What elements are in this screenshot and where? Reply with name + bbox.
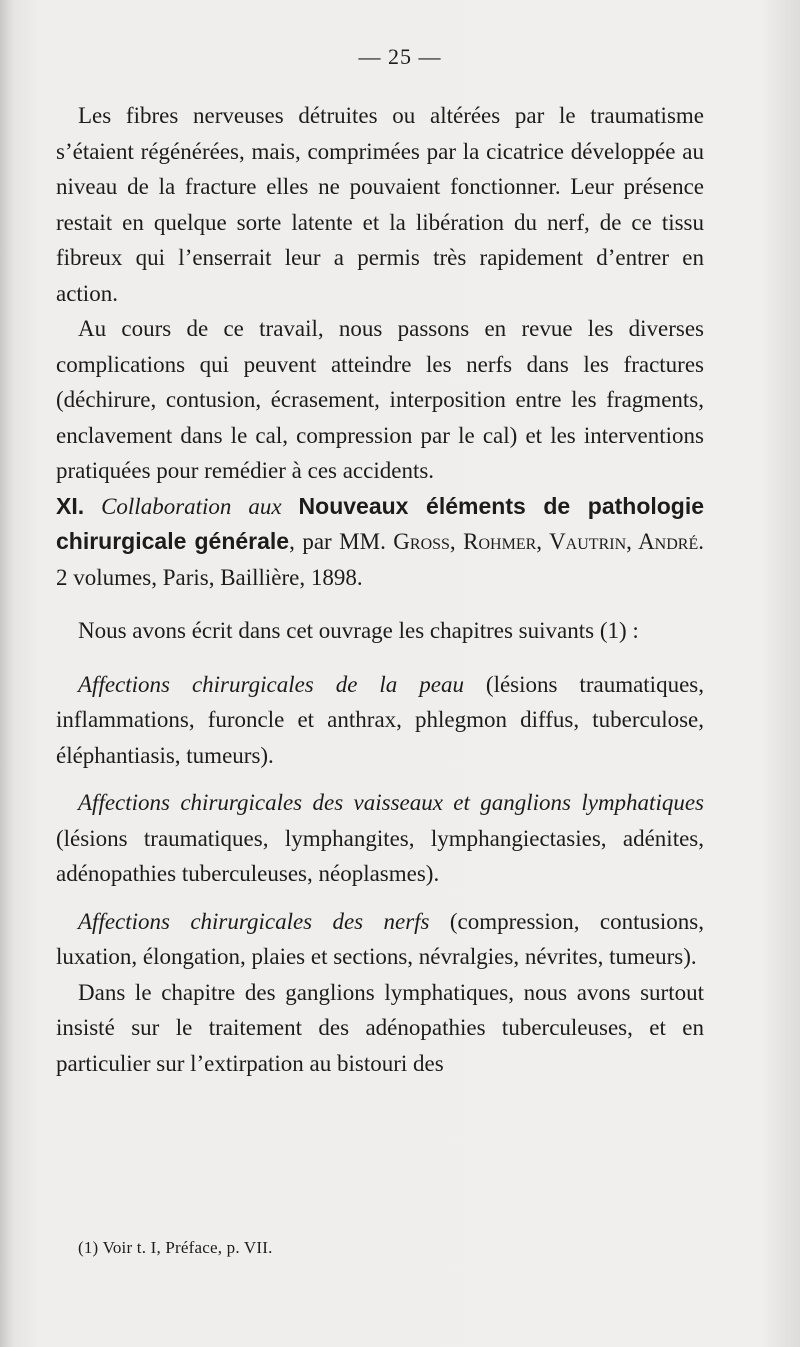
paragraph-ganglions: Dans le chapitre des ganglions lymphatiques, nous avons surtout insisté sur le traitement des adénopathies tuberculeuses, et en particulier sur l’extirpation au bistouri des <box>56 979 704 1076</box>
page-number: — 25 — <box>358 44 442 69</box>
section-authors: Gross, Rohmer, Vautrin, André. <box>393 529 704 554</box>
list-item <box>56 785 704 892</box>
section-heading <box>56 489 704 596</box>
list-item <box>56 667 704 774</box>
item-title: Affections chirurgicales de la peau <box>78 671 464 697</box>
footnote: (1) Voir t. I, Préface, p. VII. <box>78 1238 273 1257</box>
item-detail: (lésions traumatiques, inflammations, furoncle et anthrax, phlegmon diffus, tuberculose, éléphantiasis, tumeurs). <box>56 671 704 768</box>
item-detail: (lésions traumatiques, lymphangites, lymphangiectasies, adénites, adénopathies tuberculeuses, néoplasmes). <box>56 825 704 886</box>
item-title: Affections chirurgicales des nerfs <box>78 908 430 934</box>
section-label: Collaboration aux <box>101 493 282 519</box>
item-detail: (compression, contusions, luxation, élongation, plaies et sections, névralgies, névrites, tumeurs). <box>56 908 705 969</box>
section-details: 2 volumes, Paris, Baillière, 1898. <box>56 564 363 590</box>
paragraph-cours: Au cours de ce travail, nous passons en revue les diverses complications qui peuvent atteindre les nerfs dans les fractures (déchirure, contusion, écrasement, interposition entre les fragments, enclavement dans le cal, compression par le cal) et les interventions pratiquées pour remédier à ces accidents. <box>56 316 704 483</box>
section-book-title: Nouveaux éléments de pathologie chirurgicale générale <box>56 492 705 554</box>
list-item <box>56 904 704 975</box>
section-by: , par MM. <box>289 529 386 554</box>
section-number: XI. <box>56 492 85 519</box>
item-title: Affections chirurgicales des vaisseaux et ganglions lymphatiques <box>78 790 704 815</box>
page-text <box>56 98 704 1081</box>
paragraph-fibres: Les fibres nerveuses détruites ou altérées par le traumatisme s’étaient régénérées, mais, comprimées par la cicatrice développée au niveau de la fracture elles ne pouvaient fonctionner. Leur présence restait en quelque sorte latente et la libération du nerf, de ce tissu fibreux qui l’enserrait leur a permis très rapidement d’entrer en action. <box>56 103 704 306</box>
paragraph-intro: Nous avons écrit dans cet ouvrage les chapitres suivants (1) : <box>78 618 639 643</box>
